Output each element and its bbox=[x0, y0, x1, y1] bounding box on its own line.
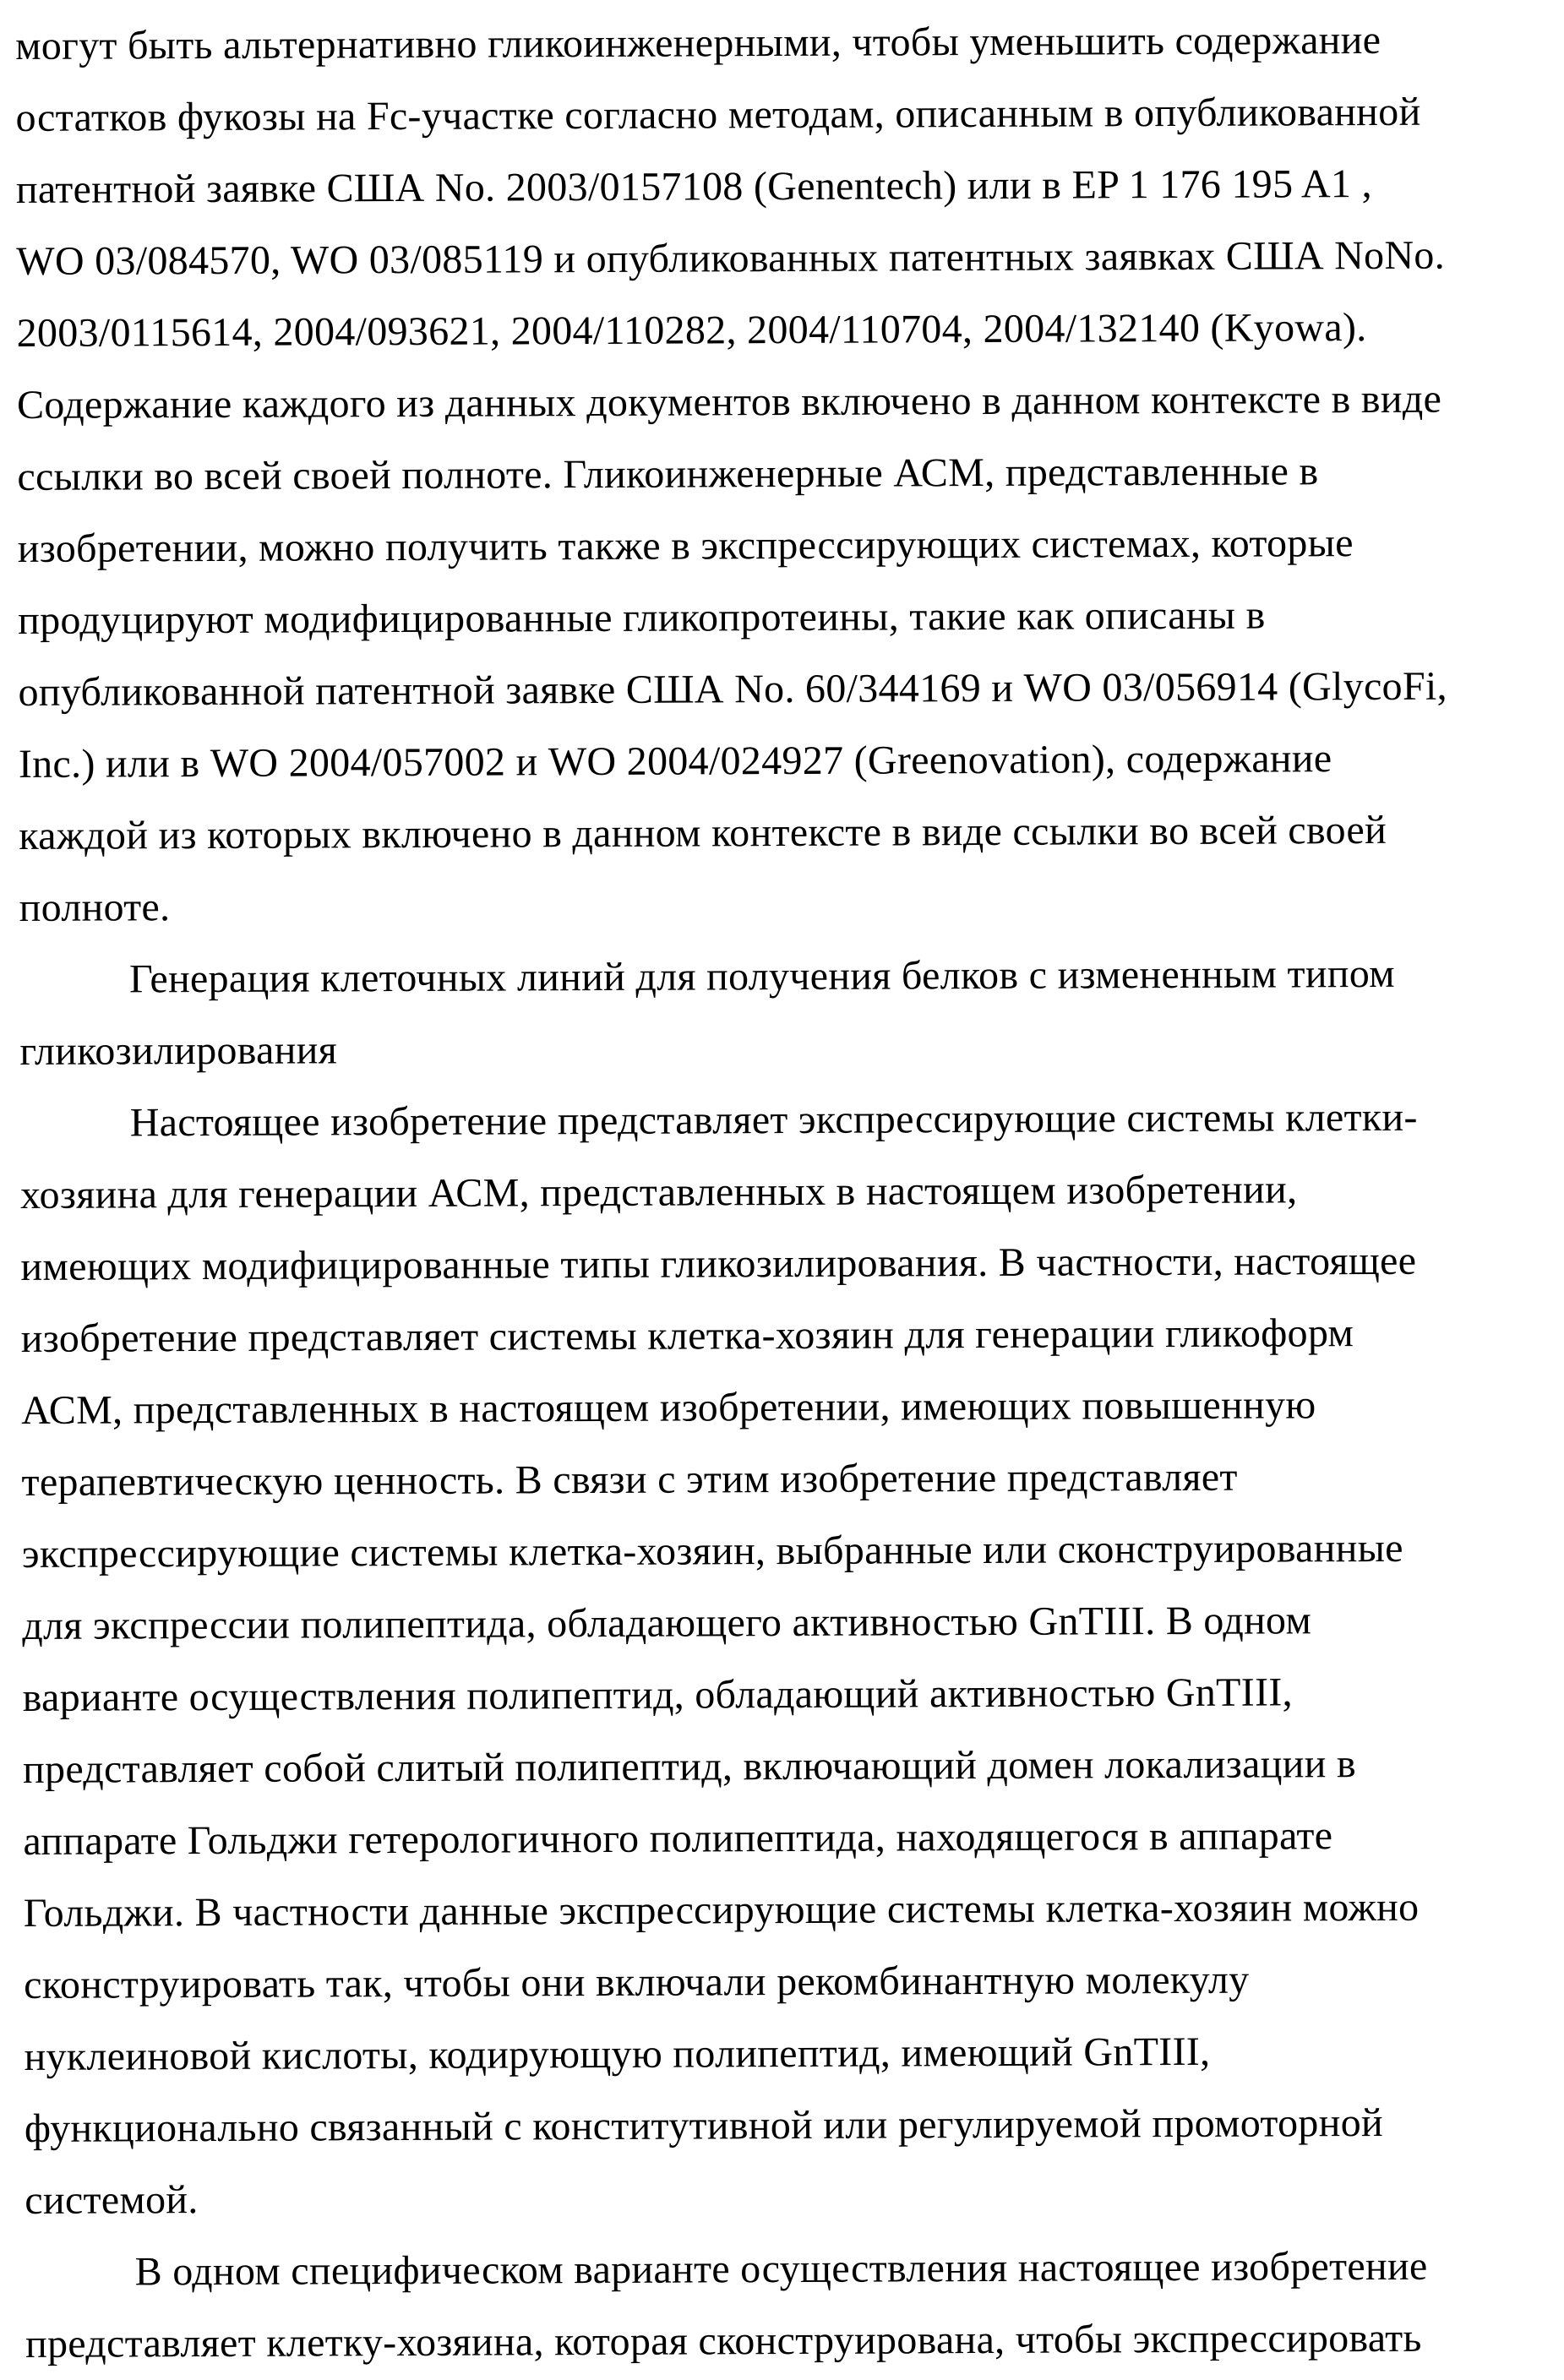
text-block bbox=[15, 3, 1562, 2380]
text-line: Гольджи. В частности данные экспрессирующие системы клетка-хозяин можно bbox=[23, 1884, 1420, 1936]
text-line: остатков фукозы на Fc-участке согласно методам, описанным в опубликованной bbox=[15, 89, 1421, 140]
text-line: продуцируют модифицированные гликопротеины, такие как описаны в bbox=[18, 592, 1266, 643]
text-line: АСМ, представленных в настоящем изобретении, имеющих повышенную bbox=[21, 1382, 1316, 1433]
text-line: имеющих модифицированные типы гликозилирования. В частности, настоящее bbox=[20, 1238, 1417, 1289]
text-line: могут быть альтернативно гликоинженерными, чтобы уменьшить содержание bbox=[15, 17, 1381, 68]
text-line: экспрессирующие системы клетка-хозяин, выбранные или сконструированные bbox=[21, 1525, 1403, 1577]
text-line: ссылки во всей своей полноте. Гликоинженерные АСМ, представленные в bbox=[17, 449, 1319, 499]
text-line: нуклеиновой кислоты, кодирующую полипептид, имеющий GnTIII, bbox=[24, 2029, 1211, 2079]
text-line: изобретение представляет системы клетка-хозяин для генерации гликоформ bbox=[20, 1310, 1354, 1361]
text-line: патентной заявке США No. 2003/0157108 (Genentech) или в EP 1 176 195 A1 , bbox=[15, 161, 1372, 212]
text-line: изобретении, можно получить также в экспрессирующих системах, которые bbox=[17, 520, 1354, 571]
text-line: терапевтическую ценность. В связи с этим изобретение представляет bbox=[21, 1454, 1238, 1505]
text-line: полноте. bbox=[19, 885, 171, 930]
text-line: для экспрессии полипептида, обладающего активностью GnTIII. В одном bbox=[22, 1598, 1312, 1648]
text-line: гликозилирования bbox=[19, 1027, 338, 1074]
text-line: системой. bbox=[25, 2177, 199, 2223]
paragraph-start-line: Генерация клеточных линий для получения белков с измененным типом bbox=[128, 950, 1395, 1002]
text-line: функционально связанный с конститутивной или регулируемой промоторной bbox=[24, 2100, 1384, 2151]
text-line: Содержание каждого из данных документов включено в данном контексте в виде bbox=[16, 376, 1442, 428]
text-line: представляет клетку-хозяина, которая сконструирована, чтобы экспрессировать bbox=[25, 2315, 1422, 2366]
text-line: опубликованной патентной заявке США No. 60/344169 и WO 03/056914 (GlycoFi, bbox=[18, 663, 1447, 715]
text-line: 2003/0115614, 2004/093621, 2004/110282, 2004/110704, 2004/132140 (Kyowa). bbox=[16, 305, 1367, 356]
text-line: Inc.) или в WO 2004/057002 и WO 2004/024927 (Greenovation), содержание bbox=[18, 736, 1332, 787]
paragraph-start-line: В одном специфическом варианте осуществления настоящее изобретение bbox=[134, 2243, 1428, 2295]
text-line: WO 03/084570, WO 03/085119 и опубликованных патентных заявках США NoNo. bbox=[16, 232, 1446, 284]
text-line: представляет собой слитый полипептид, включающий домен локализации в bbox=[22, 1741, 1357, 1792]
text-line: сконструировать так, чтобы они включали рекомбинантную молекулу bbox=[24, 1957, 1250, 2007]
text-line: каждой из которых включено в данном контексте в виде ссылки во всей своей bbox=[19, 807, 1387, 858]
text-line: хозяина для генерации АСМ, представленных в настоящем изобретении, bbox=[20, 1167, 1298, 1217]
text-line: аппарате Гольджи гетерологичного полипептида, находящегося в аппарате bbox=[23, 1813, 1333, 1864]
text-line: варианте осуществления полипептид, обладающий активностью GnTIII, bbox=[22, 1669, 1294, 1720]
paragraph-start-line: Настоящее изобретение представляет экспрессирующие системы клетки- bbox=[129, 1094, 1418, 1146]
